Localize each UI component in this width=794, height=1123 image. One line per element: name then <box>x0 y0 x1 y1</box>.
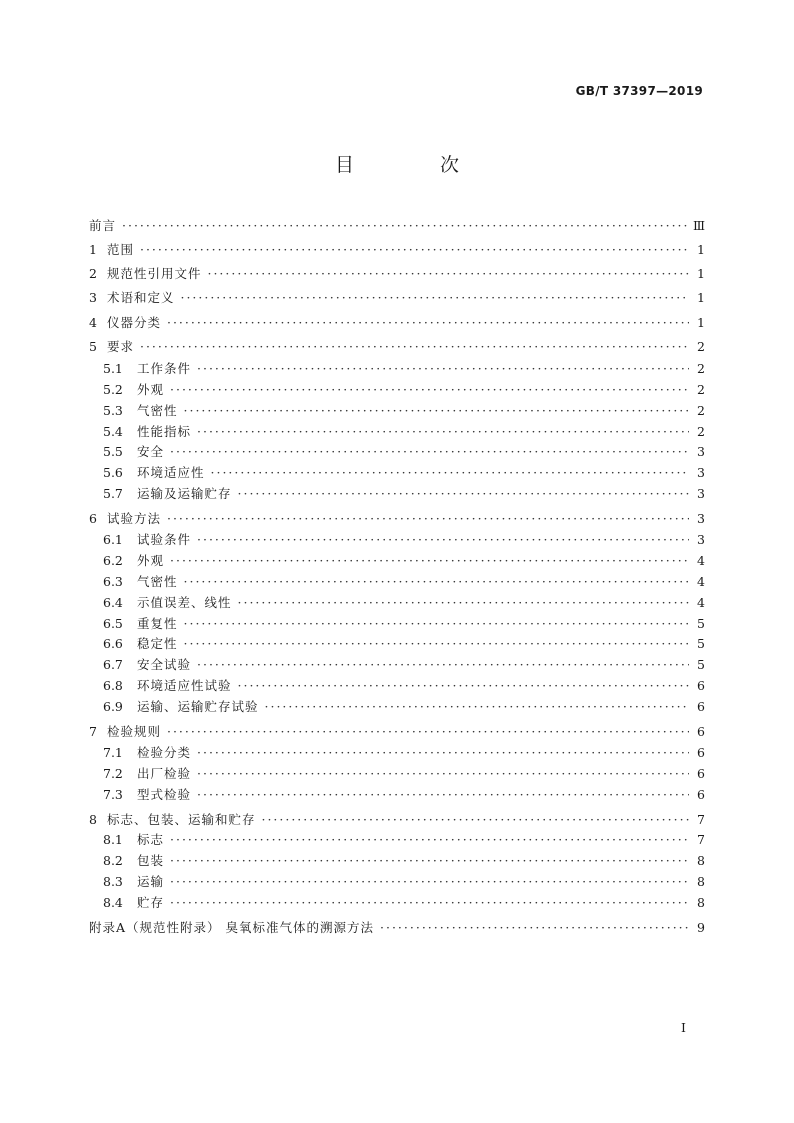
toc-entry-page: 1 <box>697 290 705 305</box>
toc-dot-leader <box>167 313 689 333</box>
toc-dot-leader <box>197 359 689 379</box>
toc-entry-title: 检验规则 <box>106 724 161 739</box>
toc-entry-number: 8.1 <box>103 832 123 847</box>
toc-entry-page: 7 <box>697 832 705 847</box>
toc-dot-leader <box>170 872 689 892</box>
toc-entry-title: 运输及运输贮存 <box>137 486 232 501</box>
toc-entry[interactable] <box>89 893 705 913</box>
toc-entry-title: 安全 <box>137 444 165 459</box>
toc-entry[interactable] <box>89 785 705 805</box>
toc-entry-page: 1 <box>697 315 705 330</box>
toc-entry-title: 环境适应性 <box>137 465 205 480</box>
toc-entry-number: 6.1 <box>103 532 123 547</box>
toc-entry[interactable] <box>89 401 705 421</box>
toc-dot-leader <box>207 264 689 284</box>
toc-entry-number: 5 <box>89 339 97 354</box>
toc-entry[interactable] <box>89 655 705 675</box>
toc-entry[interactable] <box>89 337 705 357</box>
toc-dot-leader <box>184 614 689 634</box>
toc-dot-leader <box>238 676 689 696</box>
toc-entry-page: 6 <box>697 787 705 802</box>
toc-entry-number: 3 <box>89 290 97 305</box>
toc-entry-number: 5.7 <box>103 486 123 501</box>
toc-entry-page: 5 <box>697 636 705 651</box>
toc-entry-number: 8.4 <box>103 895 123 910</box>
toc-entry-page: 3 <box>697 511 705 526</box>
toc-dot-leader <box>167 722 689 742</box>
toc-entry[interactable] <box>89 530 705 550</box>
toc-entry-page: 6 <box>697 724 705 739</box>
toc-entry-page: 2 <box>697 339 705 354</box>
toc-entry[interactable] <box>89 442 705 462</box>
toc-entry[interactable] <box>89 676 705 696</box>
toc-entry-page: 3 <box>697 486 705 501</box>
toc-entry-page: 1 <box>697 242 705 257</box>
toc-entry[interactable] <box>89 572 705 592</box>
toc-dot-leader <box>265 697 689 717</box>
toc-dot-leader <box>380 918 689 938</box>
toc-entry-title: 前言 <box>89 218 117 233</box>
toc-entry[interactable] <box>89 697 705 717</box>
toc-entry-title: 气密性 <box>137 403 178 418</box>
toc-entry-title: 要求 <box>106 339 134 354</box>
toc-entry-title: 外观 <box>137 382 165 397</box>
toc-entry-number: 2 <box>89 266 97 281</box>
toc-entry-page: 2 <box>697 382 705 397</box>
toc-dot-leader <box>197 764 689 784</box>
toc-dot-leader <box>167 509 689 529</box>
toc-entry[interactable] <box>89 743 705 763</box>
toc-entry[interactable] <box>89 810 705 830</box>
toc-entry-title: 运输 <box>137 874 165 889</box>
toc-entry[interactable] <box>89 551 705 571</box>
toc-entry-number: 4 <box>89 315 97 330</box>
toc-entry-page: 2 <box>697 361 705 376</box>
toc-dot-leader <box>170 851 689 871</box>
toc-entry-number: 6.9 <box>103 699 123 714</box>
footer-page-number: I <box>681 1020 686 1035</box>
toc-entry-number: 5.3 <box>103 403 123 418</box>
toc-entry-page: 1 <box>697 266 705 281</box>
toc-entry[interactable] <box>89 634 705 654</box>
toc-dot-leader <box>122 216 687 236</box>
toc-dot-leader <box>170 830 689 850</box>
toc-entry-number: 8.3 <box>103 874 123 889</box>
toc-entry-page: 4 <box>697 595 705 610</box>
toc-entry-title: 示值误差、线性 <box>137 595 232 610</box>
toc-entry-title: 试验条件 <box>137 532 192 547</box>
toc-entry-page: 9 <box>697 920 705 935</box>
toc-entry-page: 6 <box>697 745 705 760</box>
toc-dot-leader <box>238 593 689 613</box>
toc-entry-number: 6 <box>89 511 97 526</box>
toc-entry-number: 6.2 <box>103 553 123 568</box>
toc-entry-number: 7 <box>89 724 97 739</box>
toc-entry-title: 附录A（规范性附录） 臭氧标准气体的溯源方法 <box>89 920 375 935</box>
toc-dot-leader <box>180 288 689 308</box>
toc-entry[interactable] <box>89 918 705 938</box>
toc-entry-title: 检验分类 <box>137 745 192 760</box>
toc-entry-number: 7.1 <box>103 745 123 760</box>
toc-entry-page: 3 <box>697 532 705 547</box>
toc-dot-leader <box>184 634 689 654</box>
toc-entry-title: 仪器分类 <box>106 315 161 330</box>
toc-entry-number: 7.2 <box>103 766 123 781</box>
toc-entry-page: 8 <box>697 853 705 868</box>
toc-dot-leader <box>184 572 689 592</box>
toc-dot-leader <box>261 810 689 830</box>
toc-entry-number: 8 <box>89 812 97 827</box>
toc-entry-title: 包装 <box>137 853 165 868</box>
toc-entry[interactable] <box>89 240 705 260</box>
toc-entry[interactable] <box>89 484 705 504</box>
toc-entry-number: 6.6 <box>103 636 123 651</box>
toc-dot-leader <box>170 380 689 400</box>
toc-dot-leader <box>197 530 689 550</box>
toc-entry-title: 重复性 <box>137 616 178 631</box>
page-title: 目 次 <box>334 154 500 176</box>
toc-dot-leader <box>170 551 689 571</box>
toc-entry[interactable] <box>89 614 705 634</box>
standard-code: GB/T 37397—2019 <box>575 84 703 98</box>
toc-entry-page: 5 <box>697 657 705 672</box>
toc-entry-title: 工作条件 <box>137 361 192 376</box>
toc-entry-title: 试验方法 <box>106 511 161 526</box>
toc-entry-title: 型式检验 <box>137 787 192 802</box>
toc-entry-number: 5.2 <box>103 382 123 397</box>
toc-entry-page: 8 <box>697 874 705 889</box>
toc-entry-title: 运输、运输贮存试验 <box>137 699 259 714</box>
toc-entry-title: 贮存 <box>137 895 165 910</box>
toc-dot-leader <box>197 655 689 675</box>
toc-dot-leader <box>197 785 689 805</box>
toc-dot-leader <box>170 442 689 462</box>
toc-entry-number: 7.3 <box>103 787 123 802</box>
toc-dot-leader <box>197 422 689 442</box>
toc-entry-title: 范围 <box>106 242 134 257</box>
toc-dot-leader <box>184 401 689 421</box>
toc-entry-title: 外观 <box>137 553 165 568</box>
toc-entry-title: 性能指标 <box>137 424 192 439</box>
toc-entry-page: 2 <box>697 403 705 418</box>
toc-entry[interactable] <box>89 509 705 529</box>
toc-entry[interactable] <box>89 380 705 400</box>
toc-entry[interactable] <box>89 830 705 850</box>
toc-entry-page: 6 <box>697 699 705 714</box>
toc-entry-title: 气密性 <box>137 574 178 589</box>
toc-entry-page: 4 <box>697 574 705 589</box>
toc-entry[interactable] <box>89 463 705 483</box>
toc-entry[interactable] <box>89 593 705 613</box>
toc-entry[interactable] <box>89 288 705 308</box>
toc-entry-number: 1 <box>89 242 97 257</box>
toc-entry-title: 规范性引用文件 <box>106 266 202 281</box>
toc-entry-number: 5.1 <box>103 361 123 376</box>
toc-dot-leader <box>170 893 689 913</box>
toc-entry-number: 6.3 <box>103 574 123 589</box>
toc-entry-number: 8.2 <box>103 853 123 868</box>
toc-entry[interactable] <box>89 313 705 333</box>
toc-entry[interactable] <box>89 359 705 379</box>
toc-dot-leader <box>140 337 689 357</box>
toc-entry[interactable] <box>89 872 705 892</box>
toc-entry[interactable] <box>89 764 705 784</box>
toc-entry-number: 6.7 <box>103 657 123 672</box>
toc-entry[interactable] <box>89 264 705 284</box>
toc-entry-number: 5.6 <box>103 465 123 480</box>
toc-entry-page: 6 <box>697 766 705 781</box>
toc-entry[interactable] <box>89 851 705 871</box>
toc-entry-number: 6.5 <box>103 616 123 631</box>
toc-entry[interactable] <box>89 722 705 742</box>
toc-entry-page: 7 <box>697 812 705 827</box>
toc-entry-title: 术语和定义 <box>106 290 175 305</box>
toc-entry-page: 5 <box>697 616 705 631</box>
toc-entry-title: 环境适应性试验 <box>137 678 232 693</box>
toc-dot-leader <box>211 463 689 483</box>
toc-entry-number: 6.8 <box>103 678 123 693</box>
toc-entry-title: 稳定性 <box>137 636 178 651</box>
toc-entry-title: 安全试验 <box>137 657 192 672</box>
toc-entry-number: 5.5 <box>103 444 123 459</box>
toc-entry-title: 标志、包装、运输和贮存 <box>106 812 256 827</box>
toc-entry-page: Ⅲ <box>692 218 705 233</box>
toc-entry-page: 4 <box>697 553 705 568</box>
toc-dot-leader <box>238 484 689 504</box>
toc-dot-leader <box>140 240 689 260</box>
toc-entry-title: 标志 <box>137 832 165 847</box>
toc-entry[interactable] <box>89 216 705 236</box>
toc-entry-page: 6 <box>697 678 705 693</box>
toc-entry-number: 6.4 <box>103 595 123 610</box>
toc-entry[interactable] <box>89 422 705 442</box>
toc-entry-page: 2 <box>697 424 705 439</box>
toc-entry-number: 5.4 <box>103 424 123 439</box>
toc-dot-leader <box>197 743 689 763</box>
toc-entry-title: 出厂检验 <box>137 766 192 781</box>
toc-entry-page: 8 <box>697 895 705 910</box>
toc-entry-page: 3 <box>697 444 705 459</box>
toc-entry-page: 3 <box>697 465 705 480</box>
